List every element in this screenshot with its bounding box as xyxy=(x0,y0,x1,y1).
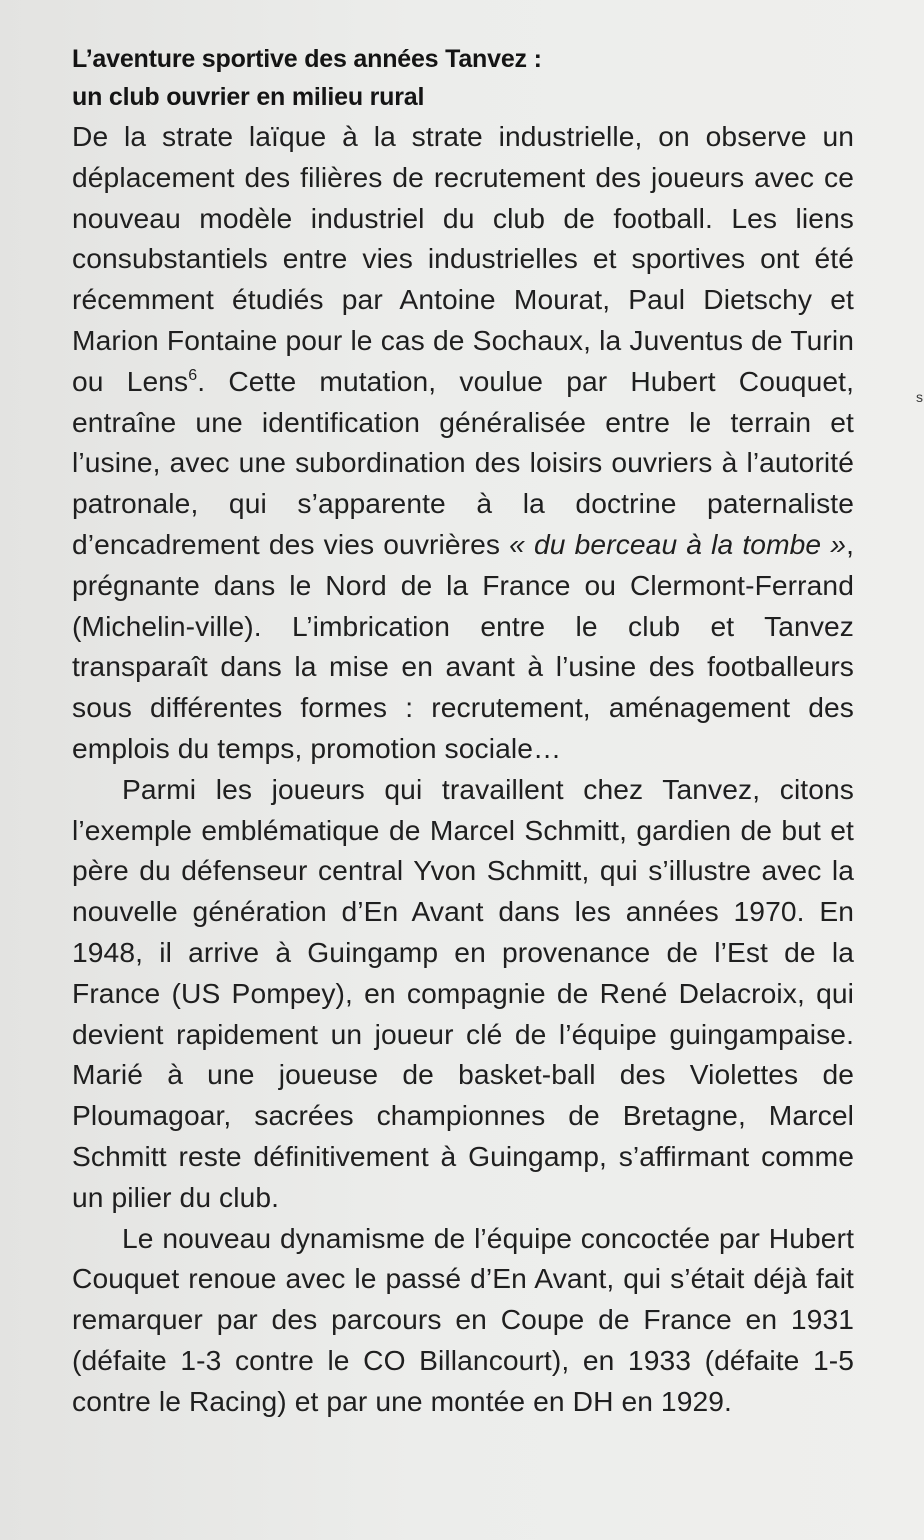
heading-line-1: L’aventure sportive des années Tanvez : xyxy=(72,45,542,73)
paragraph-3: Le nouveau dynamisme de l’équipe concoctée par Hubert Couquet renoue avec le passé d’En Avant, qui s’était déjà fait remarquer par des parcours en Coupe de France en 1931 (défaite 1-3 contre le CO Billancourt), en 1933 (défaite 1-5 contre le Racing) et par une montée en DH en 1929. xyxy=(72,1221,854,1417)
paragraph-1-end: , prégnante dans le Nord de la France ou Clermont-Ferrand (Michelin-ville). L’imbrication entre le club et Tanvez transparaît dans la mise en avant à l’usine des footballeurs sous différentes formes : recrutement, aménagement des emplois du temps, promotion sociale… xyxy=(72,527,854,764)
footnote-ref: 6 xyxy=(188,366,198,384)
paragraph-1-text: De la strate laïque à la strate industrielle, on observe un déplacement des filières de recrutement des joueurs avec ce nouveau modèle industriel du club de football. Les liens consubstantiels entre vies industrielles et sportives ont été récemment étudiés par Antoine Mourat, Paul Dietschy et Marion Fontaine pour le cas de Sochaux, la Juventus de Turin ou Lens xyxy=(72,120,854,397)
paragraph-1 xyxy=(72,116,854,769)
section-heading xyxy=(72,40,854,116)
margin-mark: s xyxy=(916,389,923,405)
paragraph-1-continued: . Cette mutation, voulue par Hubert Couquet, entraîne une identification généralisée entre le terrain et l’usine, avec une subordination des loisirs ouvriers à l’autorité patronale, qui s’apparente à la doctrine paternaliste d’encadrement des vies ouvrières xyxy=(72,364,854,560)
paragraph-2: Parmi les joueurs qui travaillent chez Tanvez, citons l’exemple emblématique de Marcel Schmitt, gardien de but et père du défenseur central Yvon Schmitt, qui s’illustre avec la nouvelle génération d’En Avant dans les années 1970. En 1948, il arrive à Guingamp en provenance de l’Est de la France (US Pompey), en compagnie de René Delacroix, qui devient rapidement un joueur clé de l’équipe guingampaise. Marié à une joueuse de basket-ball des Violettes de Ploumagoar, sacrées championnes de Bretagne, Marcel Schmitt reste définitivement à Guingamp, s’affirmant comme un pilier du club. xyxy=(72,772,854,1213)
page-content xyxy=(72,40,854,1422)
italic-quote: « du berceau à la tombe » xyxy=(509,527,847,560)
heading-line-2: un club ouvrier en milieu rural xyxy=(72,83,425,111)
